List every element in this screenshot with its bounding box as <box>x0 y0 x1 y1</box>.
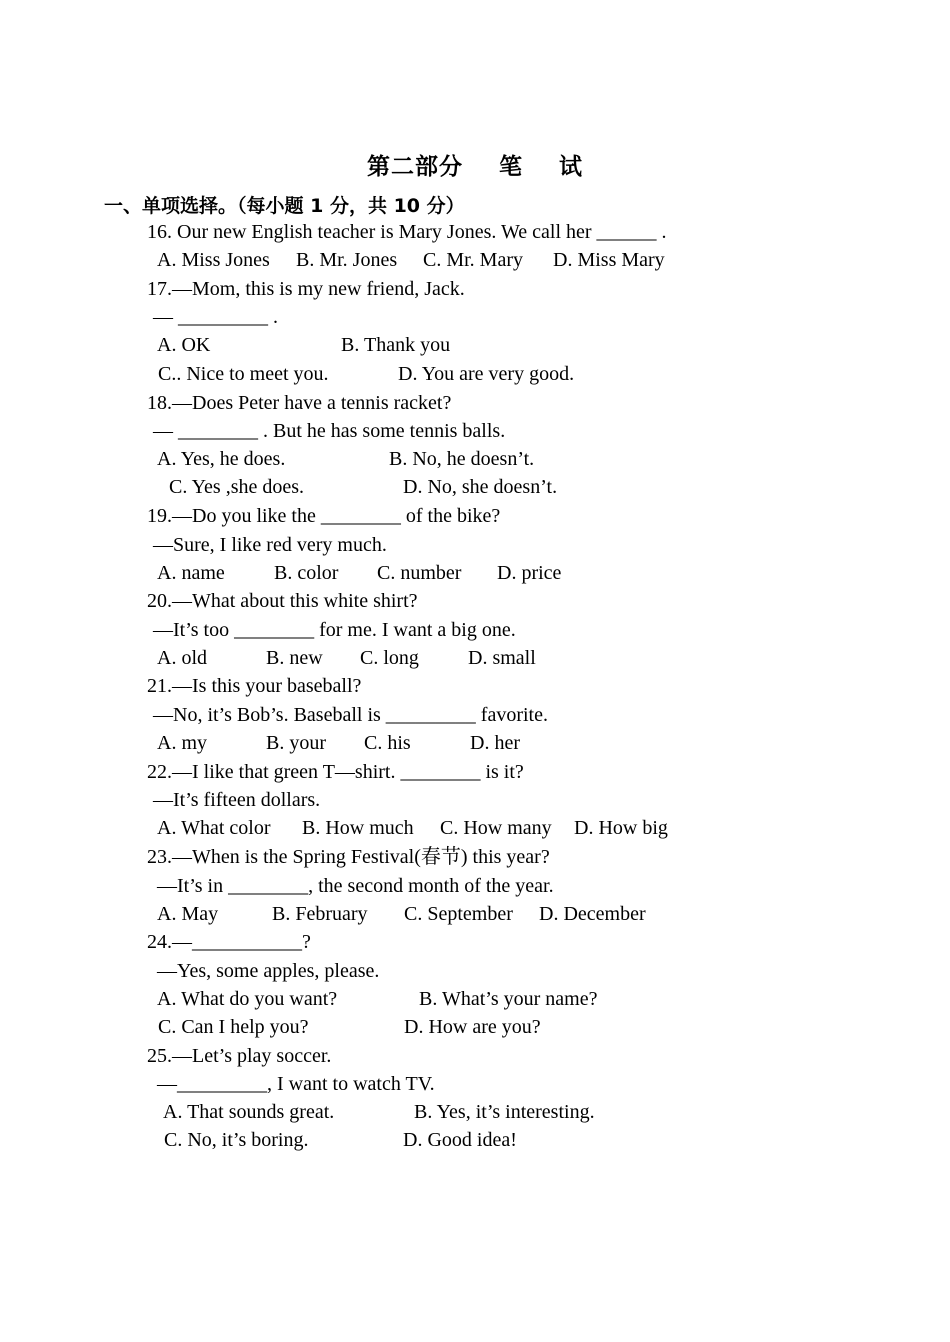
q22-option-b: B. How much <box>302 817 414 839</box>
question-16-stem: 16. Our new English teacher is Mary Jones. We call her ______ . <box>147 221 667 243</box>
q21-option-a: A. my <box>157 732 207 754</box>
question-23-stem: 23.—When is the Spring Festival(春节) this year? <box>147 846 550 868</box>
page-title: 第二部分 笔 试 <box>366 154 584 180</box>
question-24-stem: 24.—___________? <box>147 931 311 953</box>
q24-option-c: C. Can I help you? <box>158 1016 309 1038</box>
q18-option-c: C. Yes ,she does. <box>169 476 305 498</box>
q16-option-c: C. Mr. Mary <box>423 249 523 271</box>
q17-option-d: D. You are very good. <box>398 363 575 385</box>
q17-option-c: C.. Nice to meet you. <box>158 363 329 385</box>
question-20-stem: 20.—What about this white shirt? <box>147 590 418 612</box>
q20-option-d: D. small <box>468 647 536 669</box>
section-heading: 一、单项选择。（每小题 1 分，共 10 分） <box>104 195 465 217</box>
question-21-stem: 21.—Is this your baseball? <box>147 675 362 697</box>
q19-option-d: D. price <box>497 562 562 584</box>
q16-option-d: D. Miss Mary <box>553 249 665 271</box>
q18-option-a: A. Yes, he does. <box>157 448 286 470</box>
q25-option-b: B. Yes, it’s interesting. <box>414 1101 595 1123</box>
q25-option-a: A. That sounds great. <box>163 1101 335 1123</box>
q19-option-a: A. name <box>157 562 225 584</box>
q24-option-d: D. How are you? <box>404 1016 541 1038</box>
question-18-answer-line: — ________ . But he has some tennis balls. <box>153 420 506 442</box>
q21-option-b: B. your <box>266 732 326 754</box>
question-25-answer-line: —_________, I want to watch TV. <box>157 1073 435 1095</box>
question-18-stem: 18.—Does Peter have a tennis racket? <box>147 392 452 414</box>
q17-option-b: B. Thank you <box>341 334 451 356</box>
question-19-stem: 19.—Do you like the ________ of the bike? <box>147 505 501 527</box>
q21-option-d: D. her <box>470 732 520 754</box>
question-22-answer-line: —It’s fifteen dollars. <box>153 789 321 811</box>
q21-option-c: C. his <box>364 732 411 754</box>
q17-option-a: A. OK <box>157 334 211 356</box>
q16-option-a: A. Miss Jones <box>157 249 270 271</box>
q20-option-a: A. old <box>157 647 207 669</box>
q25-option-d: D. Good idea! <box>403 1129 517 1151</box>
q23-option-b: B. February <box>272 903 368 925</box>
question-20-answer-line: —It’s too ________ for me. I want a big one. <box>153 619 516 641</box>
question-23-answer-line: —It’s in ________, the second month of the year. <box>157 875 554 897</box>
q19-option-b: B. color <box>274 562 339 584</box>
q19-option-c: C. number <box>377 562 462 584</box>
question-25-stem: 25.—Let’s play soccer. <box>147 1045 332 1067</box>
q20-option-b: B. new <box>266 647 323 669</box>
q22-option-c: C. How many <box>440 817 552 839</box>
q22-option-d: D. How big <box>574 817 668 839</box>
q16-option-b: B. Mr. Jones <box>296 249 398 271</box>
q25-option-c: C. No, it’s boring. <box>164 1129 309 1151</box>
q23-option-d: D. December <box>539 903 646 925</box>
q24-option-b: B. What’s your name? <box>419 988 598 1010</box>
question-24-answer-line: —Yes, some apples, please. <box>157 960 380 982</box>
question-21-answer-line: —No, it’s Bob’s. Baseball is _________ favorite. <box>153 704 548 726</box>
q22-option-a: A. What color <box>157 817 271 839</box>
q18-option-d: D. No, she doesn’t. <box>403 476 558 498</box>
q24-option-a: A. What do you want? <box>157 988 338 1010</box>
question-17-stem: 17.—Mom, this is my new friend, Jack. <box>147 278 465 300</box>
question-19-answer-line: —Sure, I like red very much. <box>153 534 387 556</box>
question-17-answer-line: — _________ . <box>153 306 278 328</box>
q20-option-c: C. long <box>360 647 419 669</box>
q23-option-c: C. September <box>404 903 513 925</box>
question-22-stem: 22.—I like that green T—shirt. ________ is it? <box>147 761 524 783</box>
q23-option-a: A. May <box>157 903 219 925</box>
q18-option-b: B. No, he doesn’t. <box>389 448 535 470</box>
